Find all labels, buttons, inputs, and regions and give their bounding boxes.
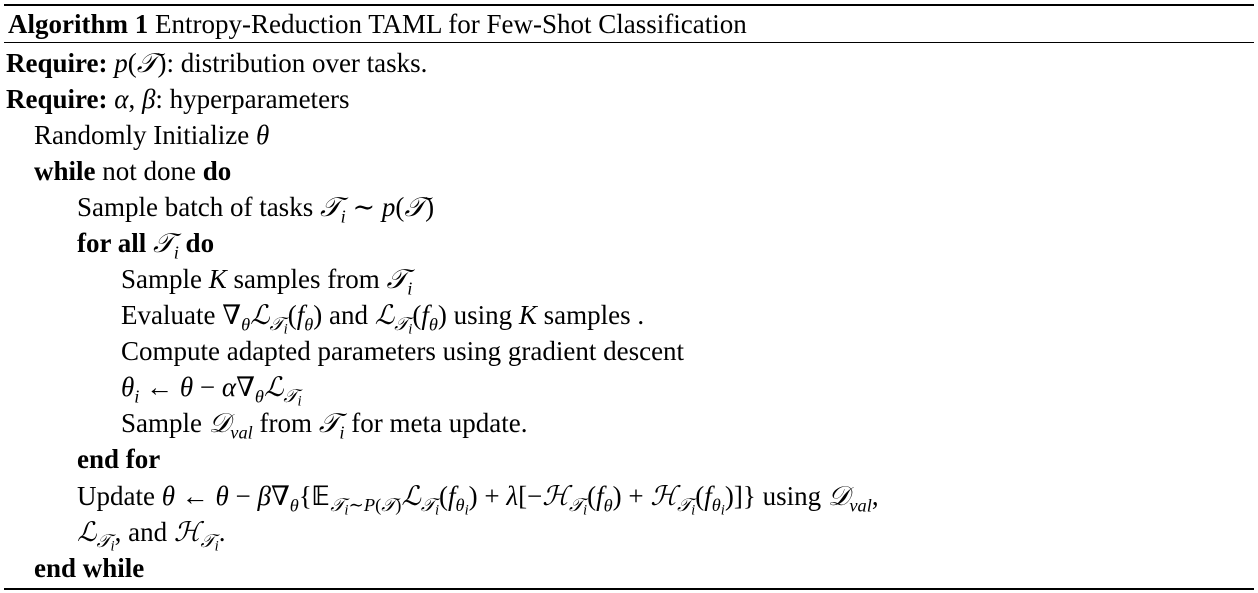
sample-k-mid: samples from [233,264,380,294]
math-dval: 𝒟$_{val}$, [827,481,879,516]
sample-batch-text: Sample batch of tasks [77,192,314,222]
math-inner-update: $\theta_i$ ← $\theta - \alpha\nabla_\theta ℒ_{𝒯_i}$ [121,372,302,411]
evaluate-pre: Evaluate [121,300,216,330]
evaluate-and: and [329,300,368,330]
end-while-keyword: end while [34,553,145,583]
math-task-i: 𝒯$_i$ [153,228,179,263]
sample-batch-line [77,192,435,227]
meta-update-line [77,481,879,520]
math-grad-loss: $\nabla_\theta ℒ_{𝒯_i}(f_\theta)$ [222,300,323,339]
update-using: using [762,481,822,511]
algorithm-caption [8,9,747,39]
bottom-rule [4,588,1254,590]
meta-update-line-2 [77,517,226,556]
math-meta-update: θ ← $\theta - \beta\nabla_\theta\{𝔼_{𝒯_i\sim P(𝒯)}ℒ_{𝒯_i}(f_{\theta_i})$ + $\lambda[-ℋ_{𝒯_i}(f_\theta)$ + $ℋ_{𝒯_i}(f_{\theta_i})$]} [161,481,756,520]
require-keyword: Require: [6,48,108,78]
math-task-i: 𝒯$_i$ [318,408,345,443]
end-for-keyword: end for [77,444,161,474]
theta-update-line [121,372,302,411]
sample-k-pre: Sample [121,264,202,294]
last-end: . [218,517,226,547]
compute-line [121,336,684,366]
require-line-1: Require: p(𝒯): distribution over tasks. [6,48,428,79]
require-2-text: : hyperparameters [155,84,350,114]
require-line-2: Require: α, β: hyperparameters [6,84,350,114]
while-condition: not done [102,156,197,186]
end-for-line [77,444,160,474]
update-pre: Update [77,481,155,511]
while-line [34,156,231,186]
math-task-i: 𝒯$_i$ [386,264,413,299]
last-and: , and [114,517,168,547]
for-line [77,228,215,263]
math-task-sample: 𝒯$_i$ ∼ p(𝒯) [319,192,435,227]
do-keyword: do [185,228,215,258]
require-keyword: Require: [6,84,108,114]
require-1-text: : distribution over tasks. [166,48,428,78]
header-rule [4,42,1254,43]
math-H-Ti: ℋ$_{𝒯_i}$ [173,517,219,556]
sample-k-line [121,264,413,299]
sample-dval-line [121,408,528,443]
algorithm-title: Entropy-Reduction TAML for Few-Shot Classification [154,9,747,39]
for-all-keyword: for all [77,228,147,258]
math-dval: 𝒟$_{val}$ [208,408,253,443]
sample-dval-post: for meta update. [351,408,528,438]
math-K: K [518,300,537,330]
math-K: K [208,264,227,294]
math-p-T: p [114,48,128,78]
compute-text: Compute adapted parameters using gradient descent [121,336,685,366]
math-alpha-beta: α [114,84,129,114]
evaluate-line [121,300,645,339]
math-theta: θ [255,120,270,150]
math-loss: $ℒ_{𝒯_i}(f_\theta)$ [374,300,447,339]
do-keyword: do [202,156,232,186]
end-while-line [34,553,144,583]
sample-dval-mid: from [259,408,312,438]
top-rule [4,4,1254,6]
sample-dval-pre: Sample [121,408,202,438]
evaluate-post: samples . [543,300,645,330]
evaluate-using: using [453,300,513,330]
while-keyword: while [34,156,96,186]
algorithm-label: Algorithm 1 [8,9,149,39]
math-L-Ti: ℒ$_{𝒯_i}$ [77,517,115,556]
init-line [34,120,269,150]
init-text: Randomly Initialize [34,120,250,150]
